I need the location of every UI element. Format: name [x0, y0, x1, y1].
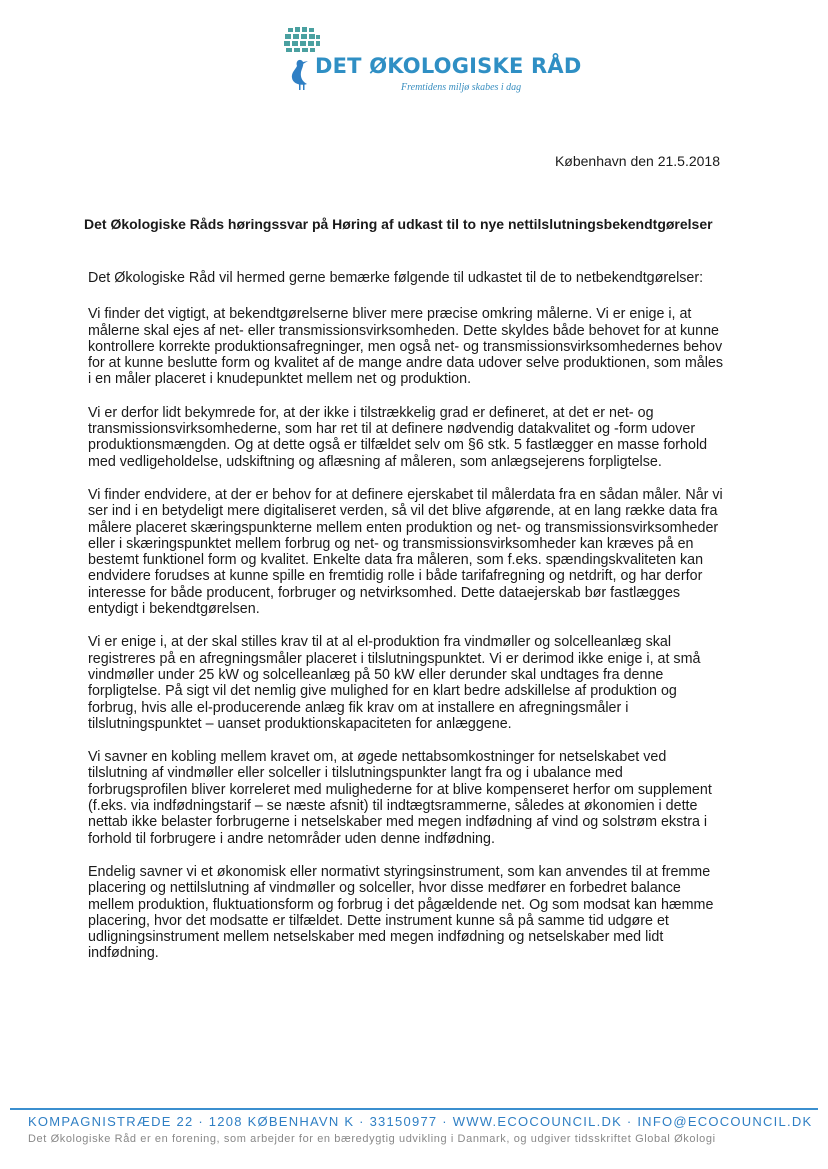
body-paragraph-2: Vi er derfor lidt bekymrede for, at der ikke i tilstrækkelig grad er defineret, at det er net- og transmissionsvirksomhederne, som har ret til at definere nødvendig datakvalitet og -form udover produktionsmængden. Og at dette også er tilfældet selv om §6 stk. 5 fastlægger en masse forhold med vedligeholdelse, udskiftning og aflæsning af måleren, som anlægsejerens forpligtelse. [88, 404, 708, 470]
intro-paragraph: Det Økologiske Råd vil hermed gerne bemærke følgende til udkastet til de to netbekendtgørelser: [88, 270, 704, 286]
organization-name: DET ØKOLOGISKE RÅD [315, 54, 582, 78]
body-paragraph-4: Vi er enige i, at der skal stilles krav til at al el-produktion fra vindmøller og solcelleanlæg skal registreres på en afregningsmåler placeret i tilslutningspunktet. Vi er derimod ikke enige i, at små vindmøller under 25 kW og solcelleanlæg på 50 kW eller derunder skal undtages fra denne forpligtelse. På sigt vil det nemlig give mulighed for en klart bedre adskillelse af produktion og forbrug, hvis alle el-producerende anlæg fik krav om at installere en afregningsmåler i tilslutningspunktet – uanset produktionskapaciteten for anlæggene. [88, 634, 701, 732]
body-paragraph-1: Vi finder det vigtigt, at bekendtgørelserne bliver mere præcise omkring målerne. Vi er enige i, at målerne skal ejes af net- eller transmissionsvirksomheden. Dette skyldes både behovet for at kunne kontrollere korrekte produktionsafregninger, men også net- og transmissionsvirksomhedernes behov for at kunne beslutte form og kvalitet af de mange andre data udover selve produktionen, som måles i en måler placeret i knudepunktet mellem net og produktion. [88, 306, 723, 388]
organization-logo [283, 26, 582, 98]
body-paragraph-6: Endelig savner vi et økonomisk eller normativt styringsinstrument, som kan anvendes til at fremme placering og nettilslutning af vindmøller og solceller, hvor disse medfører en forbedret balance mellem produktion, fluktuationsform og forbrug i det pågældende net. Og som modsat kan hæmme placering, hvor det modsatte er tilfældet. Dette instrument kunne så på samme tid udgøre et udligningsinstrument mellem netselskaber med megen indfødning og netselskaber med lidt indfødning. [88, 863, 714, 962]
footer-note: Det Økologiske Råd er en forening, som arbejder for en bæredygtig udvikling i Danmark, og udgiver tidsskriftet Global Økologi [28, 1133, 716, 1145]
body-paragraph-3: Vi finder endvidere, at der er behov for at definere ejerskabet til målerdata fra en sådan måler. Når vi ser ind i en betydeligt mere digitaliseret verden, så vil det blive afgørende, at en lang række data fra målere placeret skæringspunkterne mellem enten produktion og net- og transmissionsvirksomheder eller i skæringspunktet mellem forbrug og net- og transmissionsvirksomheder kan kræves på en bestemt funktionel form og kvalitet. Enkelte data fra måleren, som f.eks. spændingskvaliteten kan endvidere forudses at kunne spille en fremtidig rolle i både tarifafregning og netdrift, og har derfor interesse for både producent, forbruger og netvirksomhed. Dette dataejerskab bør fastlægges entydigt i bekendtgørelsen. [88, 486, 723, 618]
letter-title: Det Økologiske Råds høringssvar på Høring af udkast til to nye nettilslutningsbekendtgørelser [84, 216, 713, 232]
footer-address: KOMPAGNISTRÆDE 22 · 1208 KØBENHAVN K · 33150977 · WWW.ECOCOUNCIL.DK · INFO@ECOCOUNCIL.DK [28, 1114, 813, 1129]
letter-date: København den 21.5.2018 [554, 153, 720, 169]
footer-divider [10, 1108, 818, 1110]
organization-tagline: Fremtidens miljø skabes i dag [401, 82, 522, 93]
letter-body [88, 270, 724, 979]
body-paragraph-5: Vi savner en kobling mellem kravet om, at øgede nettabsomkostninger for netselskabet ved tilslutning af vindmøller eller solceller i tilslutningspunkter langt fra og i ubalance med forbrugsprofilen bliver korreleret med mulighederne for at blive kompenseret herfor om supplement (f.eks. via indfødningstarif – se næste afsnit) til indtægtsrammerne, således at økonomien i dette nettab ikke belaster forbrugerne i netselskaber med megen indfødning af vind og solstrøm ekstra i forhold til forbrugere i andre netområder uden denne indfødning. [88, 749, 712, 847]
